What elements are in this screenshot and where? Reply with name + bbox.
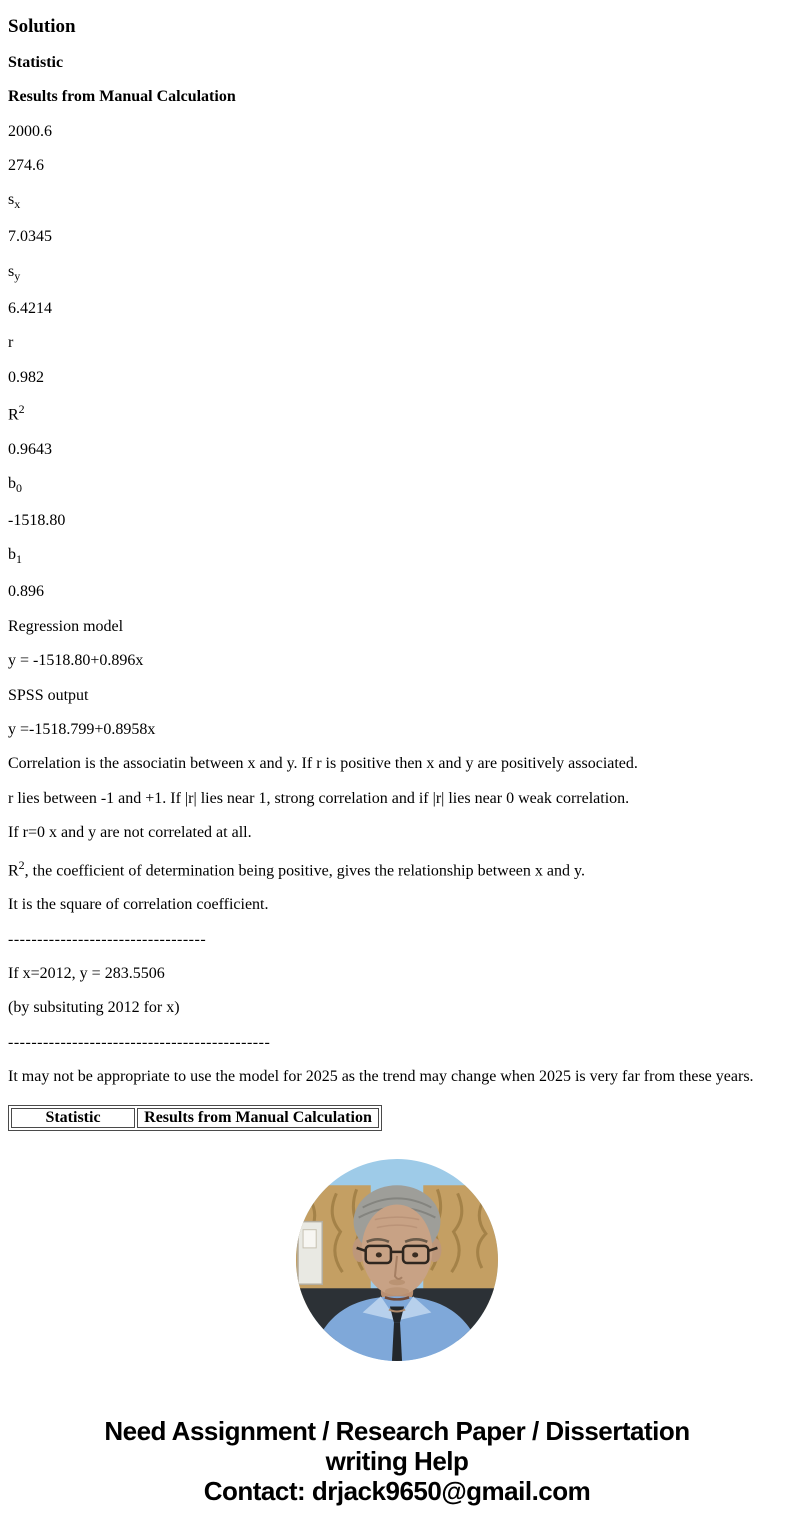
square-coefficient-paragraph: It is the square of correlation coefficient. xyxy=(8,896,269,914)
stat-value-2: 274.6 xyxy=(8,157,44,175)
stat-symbol-r: r xyxy=(8,334,14,352)
r2-explanation-paragraph xyxy=(8,859,786,881)
stat-value-r: 0.982 xyxy=(8,368,44,386)
r2-paragraph-superscript: 2 xyxy=(18,857,25,872)
stat-symbol-b1 xyxy=(8,546,786,567)
table-header-row xyxy=(11,1108,379,1128)
dashed-divider-2: --------------------------------------------- xyxy=(8,1033,271,1051)
stat-symbol-sy xyxy=(8,263,786,284)
correlation-paragraph: Correlation is the associatin between x and y. If r is positive then x and y are positively associated. xyxy=(8,755,638,773)
b1-base: b xyxy=(8,546,16,564)
stat-symbol-r2 xyxy=(8,403,786,425)
stat-value-r2: 0.9643 xyxy=(8,440,52,458)
r-zero-paragraph: If r=0 x and y are not correlated at all. xyxy=(8,824,252,842)
table-header-statistic: Statistic xyxy=(11,1108,135,1128)
r2-paragraph-text: , the coefficient of determination being positive, gives the relationship between x and y. xyxy=(24,861,585,879)
promo-line-1: Need Assignment / Research Paper / Dissertation xyxy=(104,1415,690,1446)
spss-output-label: SPSS output xyxy=(8,686,89,704)
sx-subscript: x xyxy=(14,197,21,212)
stat-value-b0: -1518.80 xyxy=(8,512,66,530)
results-header-text: Results from Manual Calculation xyxy=(8,88,236,106)
instructor-photo-icon xyxy=(296,1159,498,1361)
spss-equation: y =-1518.799+0.8958x xyxy=(8,720,156,738)
stat-value-sx: 7.0345 xyxy=(8,228,52,246)
stat-value-b1: 0.896 xyxy=(8,583,44,601)
sy-base: s xyxy=(8,262,15,280)
contact-line: Contact: drjack9650@gmail.com xyxy=(203,1475,591,1506)
stat-value-sy: 6.4214 xyxy=(8,299,52,317)
solution-document xyxy=(8,16,786,1506)
stat-symbol-sx xyxy=(8,191,786,212)
regression-equation: y = -1518.80+0.896x xyxy=(8,652,144,670)
avatar xyxy=(8,1159,786,1366)
r2-paragraph-base: R xyxy=(8,861,19,879)
statistic-header-text: Statistic xyxy=(8,53,64,71)
substitution-note: (by subsituting 2012 for x) xyxy=(8,999,180,1017)
table-header-results: Results from Manual Calculation xyxy=(137,1108,379,1128)
regression-model-label: Regression model xyxy=(8,617,124,635)
b0-subscript: 0 xyxy=(16,481,22,496)
stat-value-1: 2000.6 xyxy=(8,122,52,140)
r2-superscript: 2 xyxy=(18,401,25,416)
r2-base: R xyxy=(8,406,19,424)
stat-symbol-b0 xyxy=(8,475,786,496)
solution-heading: Solution xyxy=(8,16,76,37)
prediction-line: If x=2012, y = 283.5506 xyxy=(8,965,165,983)
caution-paragraph: It may not be appropriate to use the model for 2025 as the trend may change when 2025 is very far from these years. xyxy=(8,1068,754,1086)
promo-footer xyxy=(8,1416,786,1506)
sx-base: s xyxy=(8,191,15,209)
b0-base: b xyxy=(8,475,16,493)
statistics-table xyxy=(8,1105,382,1131)
sy-subscript: y xyxy=(14,268,21,283)
promo-line-2: writing Help xyxy=(325,1445,469,1476)
r-range-paragraph: r lies between -1 and +1. If |r| lies near 1, strong correlation and if |r| lies near 0 weak correlation. xyxy=(8,789,630,807)
dashed-divider-1: ---------------------------------- xyxy=(8,930,207,948)
b1-subscript: 1 xyxy=(16,552,22,567)
